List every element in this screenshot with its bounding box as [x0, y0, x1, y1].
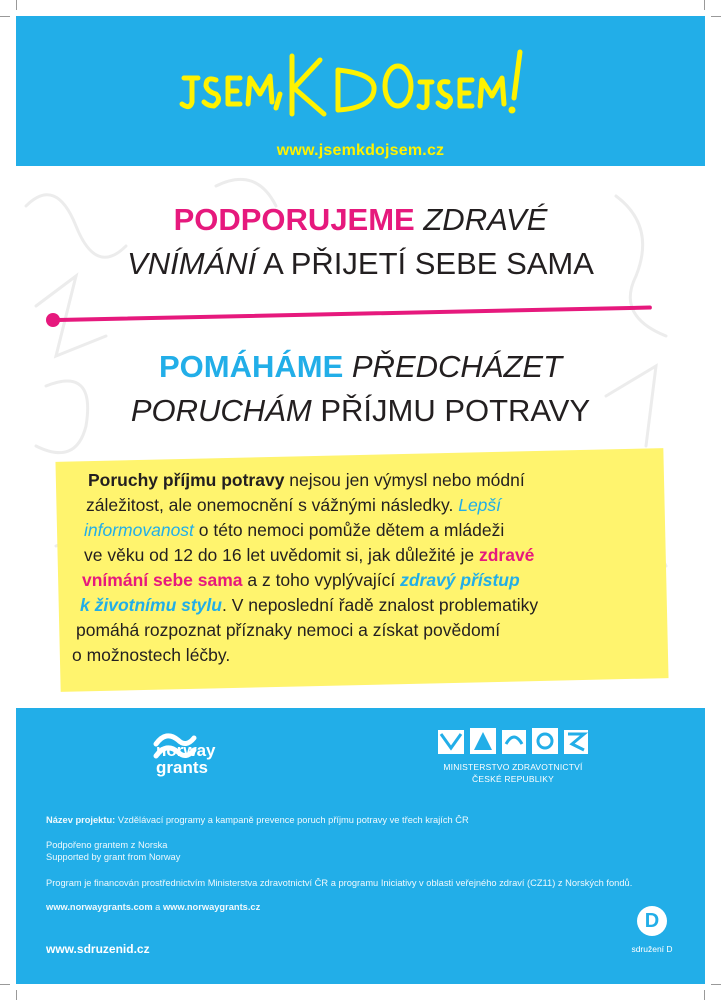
project-title: [46, 814, 469, 826]
headline-word: PODPORUJEME: [173, 202, 415, 237]
ministry-name-line1: MINISTERSTVO ZDRAVOTNICTVÍ: [443, 762, 583, 772]
ministry-name-line2: ČESKÉ REPUBLIKY: [472, 774, 554, 784]
info-highlight: zdravý přístup: [400, 570, 520, 590]
headline-support-line2: [16, 242, 705, 286]
headline-word: PŘEDCHÁZET: [351, 349, 563, 384]
norway-grants-link-cz[interactable]: www.norwaygrants.cz: [162, 902, 261, 912]
crop-mark: [711, 984, 721, 985]
info-highlight: informovanost: [84, 520, 194, 540]
info-text: a z toho vyplývající: [242, 570, 401, 590]
info-line: [72, 518, 672, 543]
ministry-logo-icon: [438, 724, 588, 758]
info-highlight: Lepší: [458, 495, 502, 515]
info-line: [72, 543, 672, 568]
info-line: [72, 568, 672, 593]
info-bold: Poruchy příjmu potravy: [88, 470, 285, 490]
info-highlight: vnímání sebe sama: [82, 570, 243, 590]
headline-prevent: [16, 345, 705, 433]
footer-band: [16, 708, 705, 984]
header-band: [16, 16, 705, 166]
headline-word: ZDRAVÉ: [423, 202, 548, 237]
info-text: o možnostech léčby.: [72, 645, 231, 665]
info-text: . V neposlední řadě znalost problematiky: [221, 595, 539, 615]
headline-word: A PŘIJETÍ SEBE SAMA: [263, 246, 594, 281]
crop-mark: [16, 990, 17, 1000]
headline-word: POMÁHÁME: [158, 349, 344, 384]
program-funding-note: Program je financován prostřednictvím Ministerstva zdravotnictví ČR a programu Iniciativy v oblasti veřejného zdraví (CZ11) z Norských fondů.: [46, 878, 633, 888]
campaign-logo: [16, 44, 705, 124]
crop-mark: [704, 990, 705, 1000]
crop-mark: [16, 0, 17, 10]
norway-grants-link-com[interactable]: www.norwaygrants.com: [46, 902, 153, 912]
sdruzeni-url[interactable]: www.sdruzenid.cz: [46, 942, 150, 956]
headline-prevent-line1: [16, 345, 705, 389]
info-highlight: k životnímu stylu: [80, 595, 222, 615]
info-line: [72, 493, 672, 518]
sdruzeni-d-label: sdružení D: [631, 944, 673, 954]
headline-word: PŘÍJMU POTRAVY: [320, 393, 591, 428]
info-line: [72, 643, 672, 668]
headline-prevent-line2: [16, 389, 705, 433]
supported-cz: Podpořeno grantem z Norska: [46, 840, 168, 850]
info-paragraph: [72, 468, 672, 668]
sdruzeni-d-logo-icon: D: [637, 906, 667, 936]
info-highlight: zdravé: [478, 545, 535, 565]
info-line: [72, 618, 672, 643]
crop-mark: [0, 984, 10, 985]
crop-mark: [704, 0, 705, 10]
headline-support: [16, 198, 705, 286]
headline-word: PORUCHÁM: [130, 393, 312, 428]
norway-grants-word2: grants: [156, 758, 208, 777]
info-text: pomáhá rozpoznat příznaky nemoci a získat povědomí: [76, 620, 501, 640]
info-text: ve věku od 12 do 16 let uvědomit si, jak důležité je: [84, 545, 479, 565]
info-line: [72, 593, 672, 618]
headline-word: VNÍMÁNÍ: [127, 246, 257, 281]
norway-grants-word1: norway: [156, 741, 216, 760]
info-text: o této nemoci pomůže dětem a mládeži: [193, 520, 505, 540]
project-label: Název projektu:: [46, 815, 116, 825]
jsem-kdo-jsem-logo: [176, 44, 546, 124]
supported-en: Supported by grant from Norway: [46, 852, 181, 862]
crop-mark: [711, 16, 721, 17]
norway-grants-links: [46, 901, 260, 913]
info-line: [72, 468, 672, 493]
crop-mark: [0, 16, 10, 17]
project-name: Vzdělávací programy a kampaně prevence poruch příjmu potravy ve třech krajích ČR: [115, 815, 469, 825]
headline-support-line1: [16, 198, 705, 242]
campaign-url[interactable]: www.jsemkdojsem.cz: [276, 142, 445, 159]
info-text: nejsou jen výmysl nebo módní: [284, 470, 525, 490]
info-text: záležitost, ale onemocnění s vážnými následky.: [86, 495, 459, 515]
link-separator: a: [152, 902, 163, 912]
